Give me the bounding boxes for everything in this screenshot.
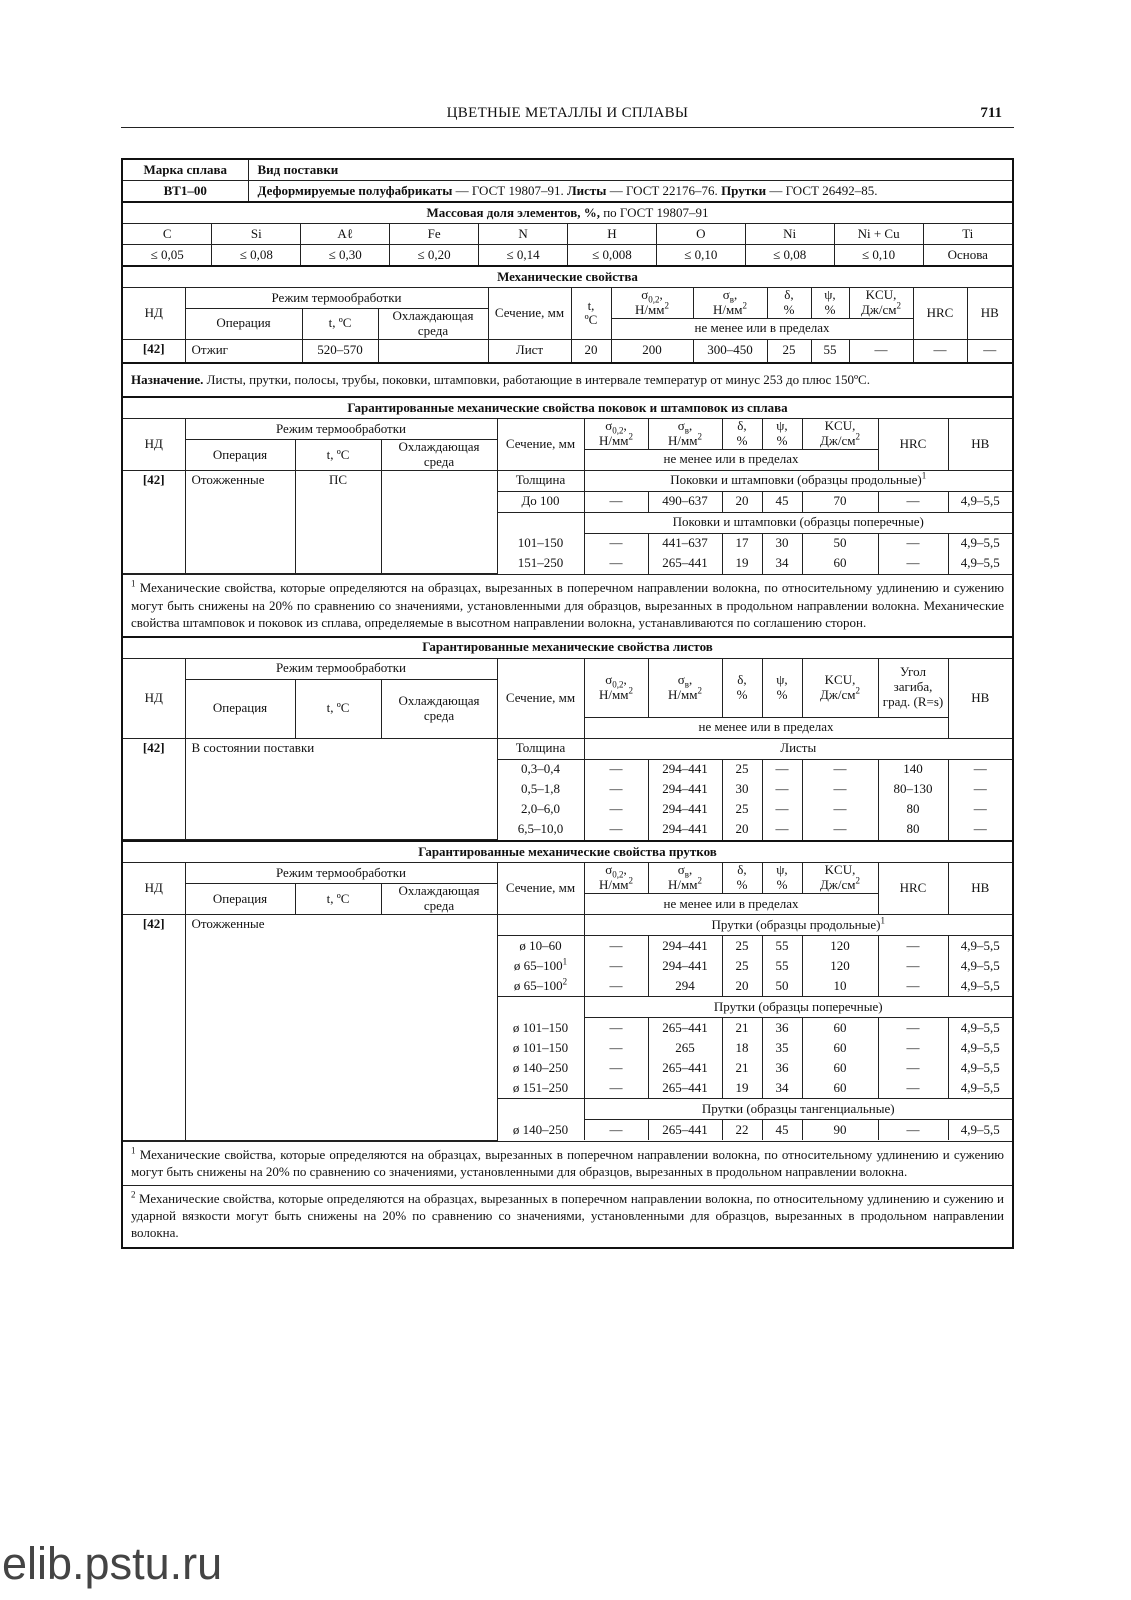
psi-cell: 34 xyxy=(762,1078,802,1099)
running-head xyxy=(121,105,1014,128)
section-cell: ø 140–250 xyxy=(497,1120,584,1141)
composition-section xyxy=(123,201,1012,265)
element-c: C xyxy=(123,224,212,245)
psi-cell: 45 xyxy=(762,491,802,512)
kcu-cell: — xyxy=(802,800,878,820)
operation-cell: В состоянии поставки xyxy=(185,738,497,840)
sigmav-header: $\sigma_в$, $Н/мм^2$ xyxy=(693,288,767,319)
bars-section xyxy=(123,840,1012,1246)
sigma02-cell: — xyxy=(584,936,648,957)
psi-cell: 36 xyxy=(762,1058,802,1078)
value-ni: ≤ 0,08 xyxy=(745,245,834,266)
sheets-title: Гарантированные механические свойства листов xyxy=(123,638,1012,659)
min-or-range-header: не менее или в пределах xyxy=(584,717,948,738)
sigmav-cell: 490–637 xyxy=(648,491,722,512)
sheets-section xyxy=(123,636,1012,841)
operation-header: Операция xyxy=(185,679,295,738)
delta-cell: 21 xyxy=(722,1058,762,1078)
bars-footnote-1: $^1$ Механические свойства, которые определяются на образцах, вырезанных в поперечном направлении волокна, по относительному удлинению и сужению могут быть снижены на 20% по сравнению со значениями, установленными для образцов, вырезанных в продольном направлении волокна. xyxy=(123,1141,1012,1185)
hb-cell: 4,9–5,5 xyxy=(948,554,1012,574)
sigmav-header: $\sigma_в$, $Н/мм^2$ xyxy=(648,863,722,894)
cooling-cell xyxy=(381,470,497,574)
sigma02-cell: — xyxy=(584,820,648,840)
section-cell: 101–150 xyxy=(497,533,584,554)
section-cell: 0,5–1,8 xyxy=(497,780,584,800)
nd-header: НД xyxy=(123,419,185,471)
value-o: ≤ 0,10 xyxy=(656,245,745,266)
sigma02-cell: — xyxy=(584,554,648,574)
value-ni-cu: ≤ 0,10 xyxy=(834,245,923,266)
sigma02-cell: — xyxy=(584,1038,648,1058)
delta-cell: 20 xyxy=(722,491,762,512)
heat-temp-cell: ПС xyxy=(295,470,381,574)
mech-title: Механические свойства xyxy=(123,267,1012,288)
page-number: 711 xyxy=(980,105,1002,121)
element-si: Si xyxy=(212,224,301,245)
min-or-range-header: не менее или в пределах xyxy=(584,894,878,915)
operation-cell: Отжиг xyxy=(185,339,302,362)
element-ti: Ti xyxy=(923,224,1012,245)
hrc-header: HRC xyxy=(878,419,948,471)
cooling-header: Охлаждающая среда xyxy=(381,440,497,471)
thickness-label: Толщина xyxy=(497,470,584,491)
hrc-cell: — xyxy=(878,976,948,997)
cooling-header: Охлаждающая среда xyxy=(381,884,497,915)
cooling-header: Охлаждающая среда xyxy=(378,309,488,340)
nd-header: НД xyxy=(123,288,185,340)
hb-cell: 4,9–5,5 xyxy=(948,1058,1012,1078)
purpose-section xyxy=(123,362,1012,396)
hb-cell: 4,9–5,5 xyxy=(948,936,1012,957)
operation-cell: Отожженные xyxy=(185,915,497,1141)
hb-header: HB xyxy=(948,658,1012,738)
delta-cell: 30 xyxy=(722,780,762,800)
delta-cell: 21 xyxy=(722,1018,762,1039)
hb-cell: 4,9–5,5 xyxy=(948,1120,1012,1141)
forgings-footnote: $^1$ Механические свойства, которые определяются на образцах, вырезанных в поперечном направлении волокна, по относительному удлинению и сужению могут быть снижены на 20% по сравнению со значениями, установленными для образцов, вырезанных в продольном направлении волокна. Механические свойства штамповок и поковок из сплава, определяемые в высотном направлении волокна, устанавливаются по соглашению сторон. xyxy=(123,574,1012,635)
hrc-cell: — xyxy=(878,1078,948,1099)
kcu-cell: 70 xyxy=(802,491,878,512)
hb-header: HB xyxy=(967,288,1012,340)
section-cell: ø 101–150 xyxy=(497,1018,584,1039)
hrc-cell: — xyxy=(878,554,948,574)
section-cell: До 100 xyxy=(497,491,584,512)
sigma02-cell: — xyxy=(584,759,648,780)
grade-label: Марка сплава xyxy=(123,160,248,181)
section-cell: 6,5–10,0 xyxy=(497,820,584,840)
sigma02-cell: — xyxy=(584,1058,648,1078)
heat-mode-header: Режим термообработки xyxy=(185,288,488,309)
heat-temp-cell: 520–570 xyxy=(302,339,378,362)
sigma02-cell: — xyxy=(584,956,648,976)
sigmav-cell: 265–441 xyxy=(648,1120,722,1141)
sigma02-cell: — xyxy=(584,1078,648,1099)
element-ni: Ni xyxy=(745,224,834,245)
sigma02-header: $\sigma_{0,2}$, $Н/мм^2$ xyxy=(584,419,648,450)
sigmav-cell: 265–441 xyxy=(648,554,722,574)
kcu-header: KCU, $Дж/см^2$ xyxy=(802,863,878,894)
psi-cell: 55 xyxy=(811,339,849,362)
value-c: ≤ 0,05 xyxy=(123,245,212,266)
sigmav-cell: 294–441 xyxy=(648,800,722,820)
psi-cell: — xyxy=(762,780,802,800)
nd-cell: [42] xyxy=(123,339,185,362)
hrc-cell: — xyxy=(878,1120,948,1141)
psi-cell: 45 xyxy=(762,1120,802,1141)
sigma02-cell: — xyxy=(584,780,648,800)
operation-header: Операция xyxy=(185,309,302,340)
sigmav-cell: 265–441 xyxy=(648,1058,722,1078)
section-cell: ø 140–250 xyxy=(497,1058,584,1078)
element-o: O xyxy=(656,224,745,245)
nd-header: НД xyxy=(123,863,185,915)
psi-cell: 34 xyxy=(762,554,802,574)
delta-cell: 25 xyxy=(722,956,762,976)
hrc-cell: — xyxy=(878,1058,948,1078)
hb-header: HB xyxy=(948,863,1012,915)
hrc-cell: — xyxy=(878,1038,948,1058)
heat-temp-header: t, ºC xyxy=(295,440,381,471)
kcu-header: KCU, $Дж/см^2$ xyxy=(802,419,878,450)
bars-footnote-2: $^2$ Механические свойства, которые определяются на образцах, вырезанных в поперечном направлении волокна, по относительному удлинению и сужению и ударной вязкости могут быть снижены на 20% по сравнению со значениями, установленными для образцов, вырезанных в продольном направлении волокна. xyxy=(123,1185,1012,1246)
section-cell: Лист xyxy=(488,339,571,362)
kcu-cell: — xyxy=(802,759,878,780)
forgings-section xyxy=(123,396,1012,636)
section-cell: 151–250 xyxy=(497,554,584,574)
section-cell: ø $65-100^1$ xyxy=(497,956,584,976)
hb-cell: — xyxy=(948,780,1012,800)
section-cell: ø $65-100^2$ xyxy=(497,976,584,997)
nd-cell: [42] xyxy=(123,915,185,1141)
section-blank xyxy=(497,997,584,1018)
section-cell: ø 101–150 xyxy=(497,1038,584,1058)
sigmav-cell: 294–441 xyxy=(648,956,722,976)
composition-title: Массовая доля элементов, %, по ГОСТ 19807–91 xyxy=(123,203,1012,224)
delta-header: δ, % xyxy=(767,288,811,319)
operation-header: Операция xyxy=(185,884,295,915)
value-al: ≤ 0,30 xyxy=(301,245,390,266)
forgings-title: Гарантированные механические свойства поковок и штамповок из сплава xyxy=(123,398,1012,419)
delta-cell: 22 xyxy=(722,1120,762,1141)
nd-header: НД xyxy=(123,658,185,738)
bend-cell: 80–130 xyxy=(878,780,948,800)
hb-cell: 4,9–5,5 xyxy=(948,533,1012,554)
kcu-cell: 90 xyxy=(802,1120,878,1141)
alloy-grade: ВТ1–00 xyxy=(123,181,248,202)
element-fe: Fe xyxy=(390,224,479,245)
hrc-header: HRC xyxy=(913,288,967,340)
kcu-cell: 50 xyxy=(802,533,878,554)
psi-header: ψ, % xyxy=(762,419,802,450)
sigma02-header: $\sigma_{0,2}$, $Н/мм^2$ xyxy=(584,863,648,894)
section-cell: 0,3–0,4 xyxy=(497,759,584,780)
sigmav-cell: 300–450 xyxy=(693,339,767,362)
hb-cell: 4,9–5,5 xyxy=(948,956,1012,976)
psi-cell: 35 xyxy=(762,1038,802,1058)
kcu-header: KCU, $Дж/см^2$ xyxy=(802,658,878,717)
sheets-subheader: Листы xyxy=(584,738,1012,759)
heat-temp-header: t, ºC xyxy=(295,679,381,738)
delta-header: δ, % xyxy=(722,658,762,717)
psi-header: ψ, % xyxy=(762,863,802,894)
bars-subheader-longitudinal: Прутки (образцы продольные)$^1$ xyxy=(584,915,1012,936)
purpose-text: Назначение. Листы, прутки, полосы, трубы, поковки, штамповки, работающие в интервале температур от минус 253 до плюс 150ºC. xyxy=(131,371,870,387)
cooling-cell xyxy=(378,339,488,362)
sigmav-cell: 265–441 xyxy=(648,1078,722,1099)
nd-cell: [42] xyxy=(123,738,185,840)
sigma02-cell: — xyxy=(584,491,648,512)
sigma02-cell: — xyxy=(584,976,648,997)
psi-cell: 55 xyxy=(762,936,802,957)
forgings-subheader-longitudinal: Поковки и штамповки (образцы продольные)$^1$ xyxy=(584,470,1012,491)
delta-header: δ, % xyxy=(722,863,762,894)
psi-cell: 36 xyxy=(762,1018,802,1039)
hb-cell: — xyxy=(967,339,1012,362)
kcu-cell: 60 xyxy=(802,1078,878,1099)
hb-header: HB xyxy=(948,419,1012,471)
hb-cell: 4,9–5,5 xyxy=(948,976,1012,997)
sigmav-cell: 294–441 xyxy=(648,936,722,957)
sigmav-cell: 294–441 xyxy=(648,820,722,840)
hb-cell: 4,9–5,5 xyxy=(948,1018,1012,1039)
hb-cell: 4,9–5,5 xyxy=(948,491,1012,512)
delta-cell: 19 xyxy=(722,554,762,574)
section-header: Сечение, мм xyxy=(497,863,584,915)
heat-temp-header: t, ºC xyxy=(295,884,381,915)
delta-cell: 25 xyxy=(767,339,811,362)
psi-cell: — xyxy=(762,759,802,780)
psi-cell: — xyxy=(762,820,802,840)
kcu-cell: 60 xyxy=(802,554,878,574)
heat-mode-header: Режим термообработки xyxy=(185,863,497,884)
bars-subheader-tangential: Прутки (образцы тангенциальные) xyxy=(584,1099,1012,1120)
delta-header: δ, % xyxy=(722,419,762,450)
sigmav-header: $\sigma_в$, $Н/мм^2$ xyxy=(648,419,722,450)
table-row xyxy=(123,339,1012,362)
hrc-cell: — xyxy=(913,339,967,362)
section-cell: ø 10–60 xyxy=(497,936,584,957)
min-or-range-header: не менее или в пределах xyxy=(584,449,878,470)
sigmav-cell: 294 xyxy=(648,976,722,997)
element-h: H xyxy=(567,224,656,245)
psi-cell: 55 xyxy=(762,956,802,976)
sigmav-cell: 294–441 xyxy=(648,780,722,800)
bars-subheader-transverse: Прутки (образцы поперечные) xyxy=(584,997,1012,1018)
hb-cell: 4,9–5,5 xyxy=(948,1078,1012,1099)
mechanical-section xyxy=(123,265,1012,362)
running-head-title: ЦВЕТНЫЕ МЕТАЛЛЫ И СПЛАВЫ xyxy=(446,105,689,121)
sigma02-cell: — xyxy=(584,533,648,554)
min-or-range-header: не менее или в пределах xyxy=(611,318,913,339)
delta-cell: 25 xyxy=(722,759,762,780)
psi-header: ψ, % xyxy=(811,288,849,319)
forgings-subheader-transverse: Поковки и штамповки (образцы поперечные) xyxy=(584,512,1012,533)
heat-mode-header: Режим термообработки xyxy=(185,658,497,679)
section-header: Сечение, мм xyxy=(497,658,584,738)
test-temp-cell: 20 xyxy=(571,339,611,362)
supply-label: Вид поставки xyxy=(248,160,1012,181)
operation-cell: Отожженные xyxy=(185,470,295,574)
value-n: ≤ 0,14 xyxy=(479,245,568,266)
section-blank xyxy=(497,915,584,936)
sigmav-cell: 265–441 xyxy=(648,1018,722,1039)
kcu-cell: — xyxy=(849,339,913,362)
hb-cell: 4,9–5,5 xyxy=(948,1038,1012,1058)
sigmav-cell: 294–441 xyxy=(648,759,722,780)
sigma02-cell: — xyxy=(584,1120,648,1141)
kcu-cell: 60 xyxy=(802,1018,878,1039)
section-blank xyxy=(497,512,584,533)
hrc-cell: — xyxy=(878,533,948,554)
kcu-cell: — xyxy=(802,780,878,800)
kcu-cell: 60 xyxy=(802,1058,878,1078)
kcu-header: KCU, $Дж/см^2$ xyxy=(849,288,913,319)
section-cell: 2,0–6,0 xyxy=(497,800,584,820)
delta-cell: 20 xyxy=(722,976,762,997)
section-blank xyxy=(497,1099,584,1120)
test-temp-header: t, ºC xyxy=(571,288,611,340)
kcu-cell: — xyxy=(802,820,878,840)
bend-angle-header: Угол загиба, град. (R=s) xyxy=(878,658,948,717)
value-si: ≤ 0,08 xyxy=(212,245,301,266)
sigma02-header: $\sigma_{0,2}$, $Н/мм^2$ xyxy=(584,658,648,717)
psi-cell: 50 xyxy=(762,976,802,997)
hb-cell: — xyxy=(948,820,1012,840)
value-h: ≤ 0,008 xyxy=(567,245,656,266)
psi-header: ψ, % xyxy=(762,658,802,717)
operation-header: Операция xyxy=(185,440,295,471)
hrc-cell: — xyxy=(878,956,948,976)
sigma02-cell: — xyxy=(584,1018,648,1039)
psi-cell: — xyxy=(762,800,802,820)
cooling-header: Охлаждающая среда xyxy=(381,679,497,738)
bend-cell: 140 xyxy=(878,759,948,780)
delta-cell: 25 xyxy=(722,800,762,820)
section-header: Сечение, мм xyxy=(497,419,584,471)
alloy-header-section xyxy=(123,160,1012,201)
sigmav-cell: 441–637 xyxy=(648,533,722,554)
element-al: Aℓ xyxy=(301,224,390,245)
sigma02-header: $\sigma_{0,2}$, $Н/мм^2$ xyxy=(611,288,693,319)
element-ni-cu: Ni + Cu xyxy=(834,224,923,245)
bars-title: Гарантированные механические свойства прутков xyxy=(123,842,1012,863)
heat-mode-header: Режим термообработки xyxy=(185,419,497,440)
watermark: elib.pstu.ru xyxy=(2,1538,223,1589)
delta-cell: 20 xyxy=(722,820,762,840)
kcu-cell: 60 xyxy=(802,1038,878,1058)
hb-cell: — xyxy=(948,759,1012,780)
hrc-cell: — xyxy=(878,1018,948,1039)
delta-cell: 17 xyxy=(722,533,762,554)
nd-cell: [42] xyxy=(123,470,185,574)
hb-cell: — xyxy=(948,800,1012,820)
section-header: Сечение, мм xyxy=(488,288,571,340)
alloy-datasheet xyxy=(121,158,1014,1249)
hrc-cell: — xyxy=(878,936,948,957)
sigmav-header: $\sigma_в$, $Н/мм^2$ xyxy=(648,658,722,717)
sigma02-cell: — xyxy=(584,800,648,820)
kcu-cell: 120 xyxy=(802,956,878,976)
thickness-label: Толщина xyxy=(497,738,584,759)
sigmav-cell: 265 xyxy=(648,1038,722,1058)
section-cell: ø 151–250 xyxy=(497,1078,584,1099)
sigma02-cell: 200 xyxy=(611,339,693,362)
value-ti: Основа xyxy=(923,245,1012,266)
bend-cell: 80 xyxy=(878,820,948,840)
bend-cell: 80 xyxy=(878,800,948,820)
hrc-header: HRC xyxy=(878,863,948,915)
delta-cell: 19 xyxy=(722,1078,762,1099)
kcu-cell: 120 xyxy=(802,936,878,957)
hrc-cell: — xyxy=(878,491,948,512)
supply-description: Деформируемые полуфабрикаты — ГОСТ 19807–91. Листы — ГОСТ 22176–76. Прутки — ГОСТ 26492–85. xyxy=(248,181,1012,202)
kcu-cell: 10 xyxy=(802,976,878,997)
element-n: N xyxy=(479,224,568,245)
heat-temp-header: t, ºC xyxy=(302,309,378,340)
psi-cell: 30 xyxy=(762,533,802,554)
value-fe: ≤ 0,20 xyxy=(390,245,479,266)
delta-cell: 18 xyxy=(722,1038,762,1058)
delta-cell: 25 xyxy=(722,936,762,957)
